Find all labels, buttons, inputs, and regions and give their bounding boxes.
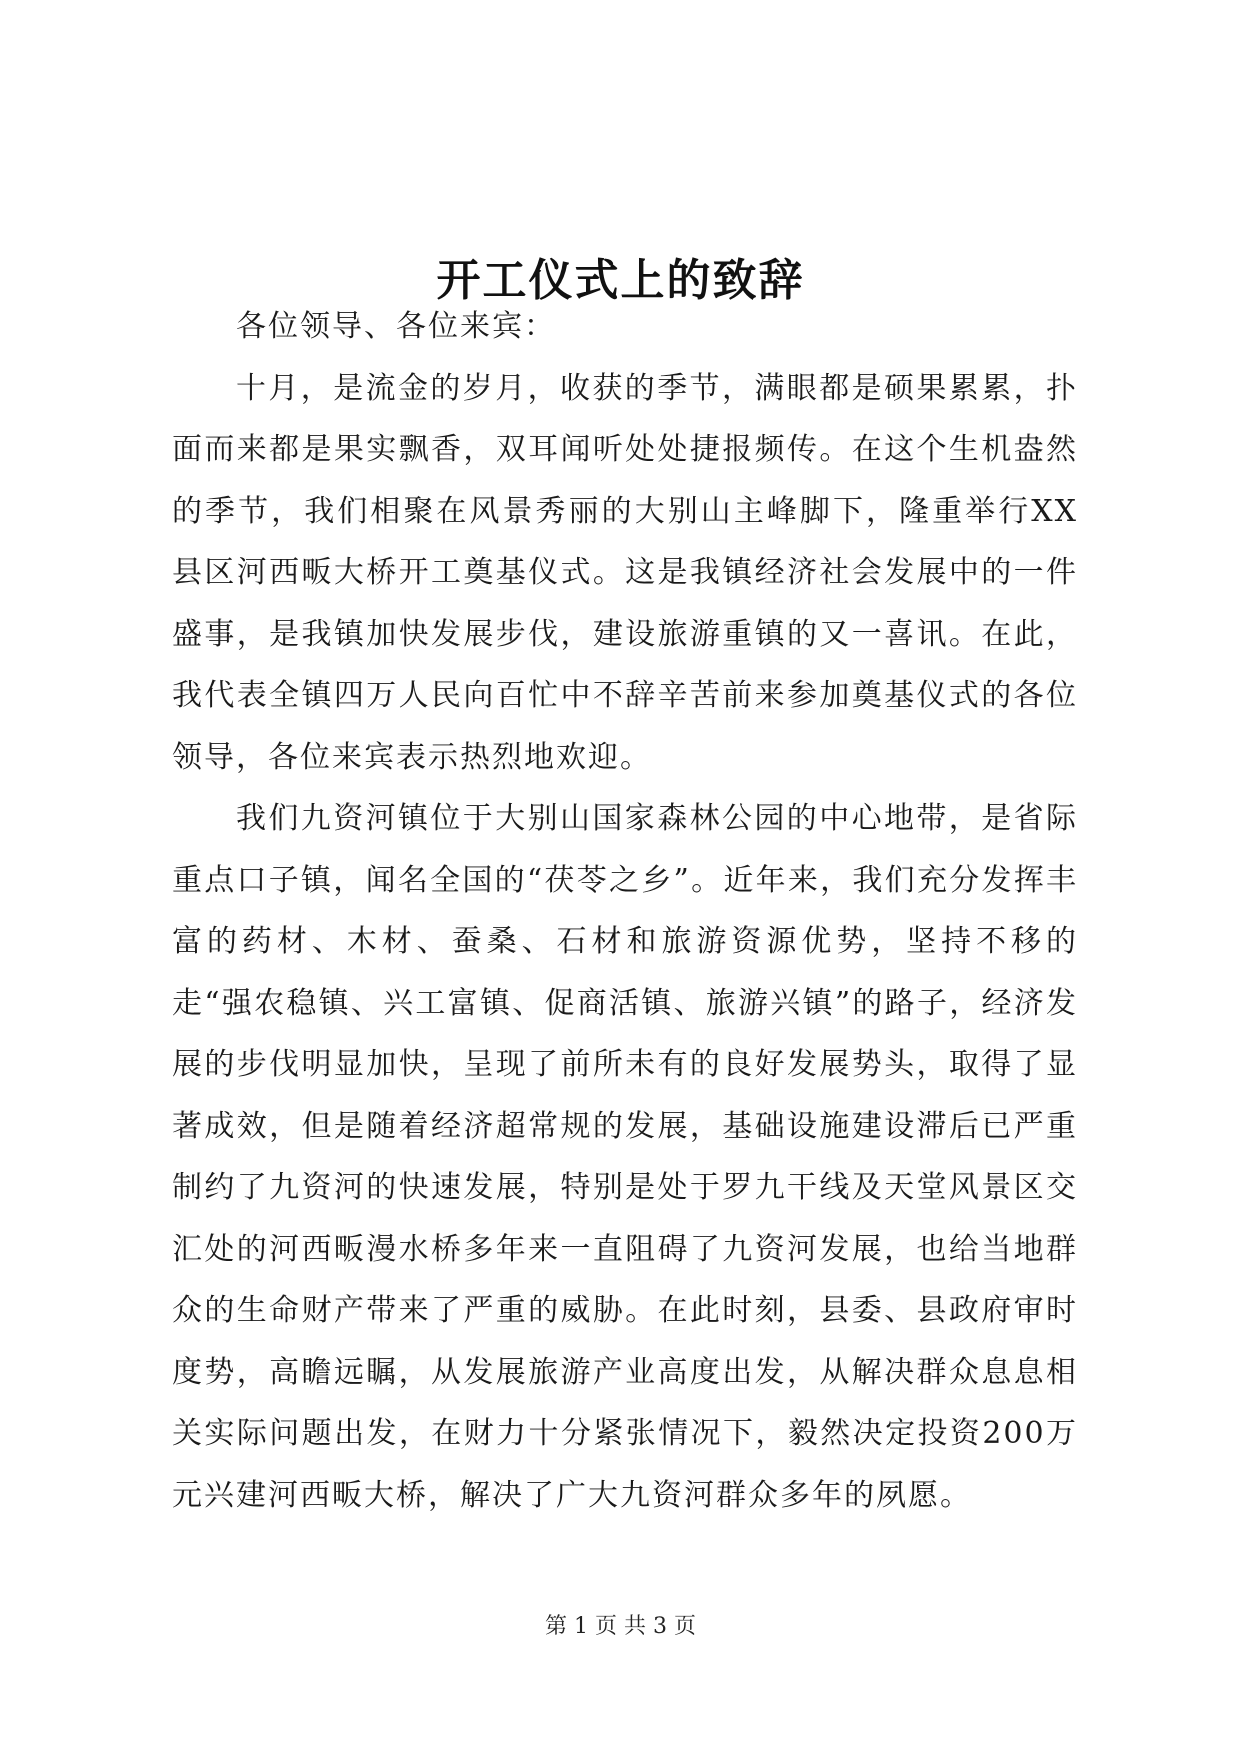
paragraph: 我们九资河镇位于大别山国家森林公园的中心地带，是省际重点口子镇，闻名全国的“茯苓之乡”。近年来，我们充分发挥丰富的药材、木材、蚕桑、石材和旅游资源优势，坚持不移的走“强农稳镇、兴工富镇、促商活镇、旅游兴镇”的路子，经济发展的步伐明显加快，呈现了前所未有的良好发展势头，取得了显著成效，但是随着经济超常规的发展，基础设施建设滞后已严重制约了九资河的快速发展，特别是处于罗九干线及天堂风景区交汇处的河西畈漫水桥多年来一直阻碍了九资河发展，也给当地群众的生命财产带来了严重的威胁。在此时刻，县委、县政府审时度势，高瞻远瞩，从发展旅游产业高度出发，从解决群众息息相关实际问题出发，在财力十分紧张情况下，毅然决定投资200万元兴建河西畈大桥，解决了广大九资河群众多年的夙愿。 xyxy=(172,801,1078,1513)
page-number-label: 第 1 页 共 3 页 xyxy=(545,1614,696,1639)
salutation: 各位领导、各位来宾： xyxy=(236,309,556,344)
page-footer xyxy=(0,1612,1241,1642)
document-body xyxy=(172,296,1078,1526)
paragraph: 十月，是流金的岁月，收获的季节，满眼都是硕果累累，扑面而来都是果实飘香，双耳闻听处处捷报频传。在这个生机盎然的季节，我们相聚在风景秀丽的大别山主峰脚下，隆重举行XX县区河西畈大桥开工奠基仪式。这是我镇经济社会发展中的一件盛事，是我镇加快发展步伐，建设旅游重镇的又一喜讯。在此，我代表全镇四万人民向百忙中不辞辛苦前来参加奠基仪式的各位领导，各位来宾表示热烈地欢迎。 xyxy=(172,370,1078,775)
document-title: 开工仪式上的致辞 xyxy=(436,255,805,307)
